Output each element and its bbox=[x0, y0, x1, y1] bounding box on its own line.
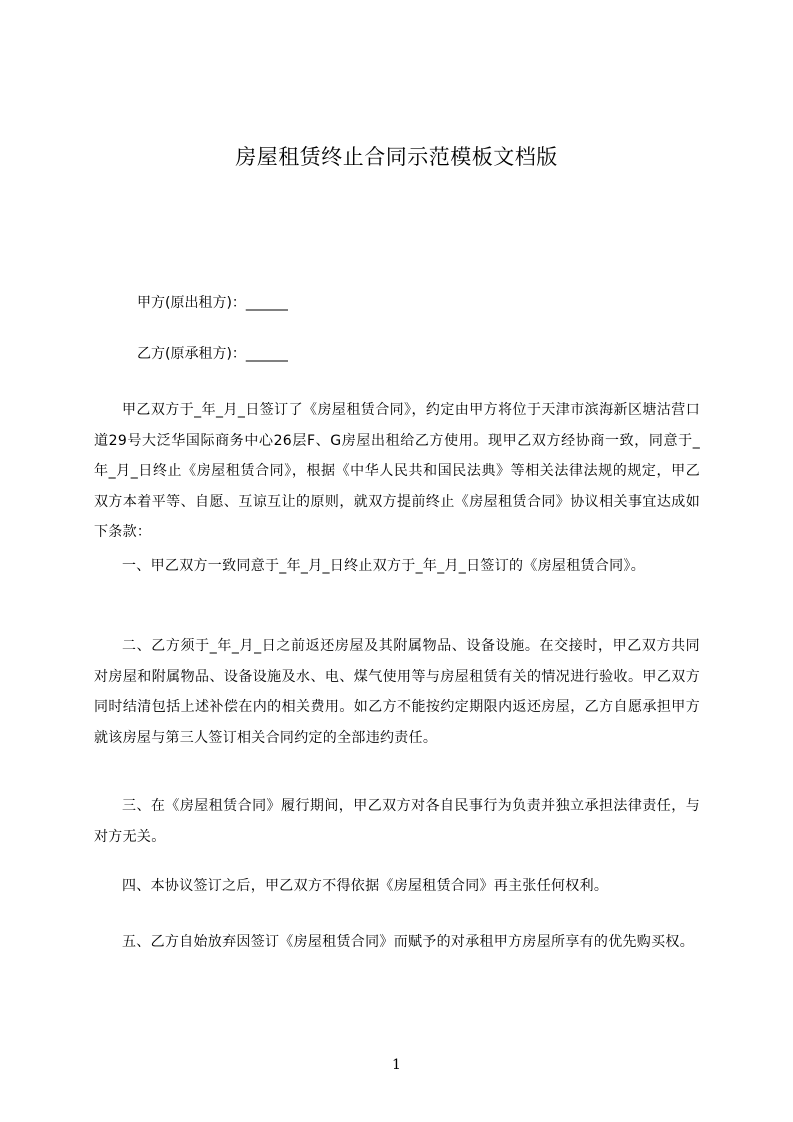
clause-4-paragraph: 四、本协议签订之后，甲乙双方不得依据《房屋租赁合同》再主张任何权利。 bbox=[122, 878, 609, 894]
clause-5-paragraph: 五、乙方自始放弃因签订《房屋租赁合同》而赋予的对承租甲方房屋所享有的优先购买权。 bbox=[122, 934, 694, 950]
party-b-line: 乙方(原承租方)：______ bbox=[137, 346, 288, 362]
clause-1-paragraph: 一、甲乙双方一致同意于_年_月_日终止双方于_年_月_日签订的《房屋租赁合同》。 bbox=[122, 558, 645, 574]
page-number: 1 bbox=[392, 1057, 401, 1073]
clause-2-paragraph: 二、乙方须于_年_月_日之前返还房屋及其附属物品、设备设施。在交接时，甲乙双方共同对房屋和附属物品、设备设施及水、电、煤气使用等与房屋租赁有关的情况进行验收。甲乙双方同时结清包括上述补偿在内的相关费用。如乙方不能按约定期限内返还房屋，乙方自愿承担甲方就该房屋与第三人签订相关合同约定的全部违约责任。 bbox=[94, 638, 700, 746]
clause-3-paragraph: 三、在《房屋租赁合同》履行期间，甲乙双方对各自民事行为负责并独立承担法律责任，与对方无关。 bbox=[94, 798, 700, 845]
party-a-line: 甲方(原出租方)：______ bbox=[137, 295, 288, 311]
intro-paragraph: 甲乙双方于_年_月_日签订了《房屋租赁合同》，约定由甲方将位于天津市滨海新区塘沽营口道29号大泛华国际商务中心26层F、G房屋出租给乙方使用。现甲乙双方经协商一致，同意于_年_月_日终止《房屋租赁合同》，根据《中华人民共和国民法典》等相关法律法规的规定，甲乙双方本着平等、自愿、互谅互让的原则，就双方提前终止《房屋租赁合同》协议相关事宜达成如下条款： bbox=[94, 402, 700, 540]
document-title: 房屋租赁终止合同示范模板文档版 bbox=[235, 145, 558, 169]
